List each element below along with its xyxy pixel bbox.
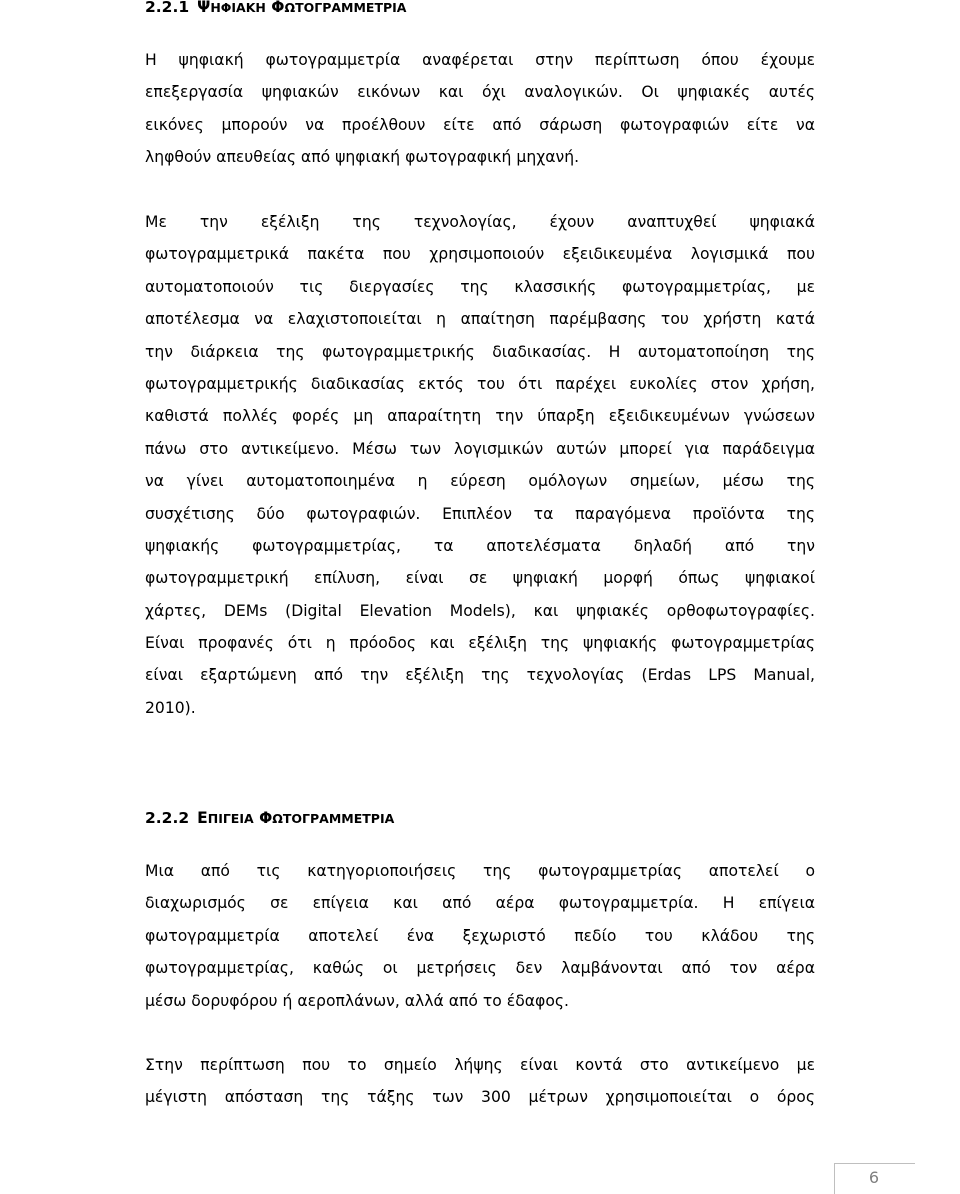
text-line: καθιστά πολλές φορές μη απαραίτητη την ύπαρξη εξειδικευμένων γνώσεων bbox=[145, 407, 815, 426]
heading-initial: Ε bbox=[197, 809, 208, 827]
text-line: πάνω στο αντικείμενο. Μέσω των λογισμικών αυτών μπορεί για παράδειγμα bbox=[145, 439, 815, 458]
heading-initial: Ψ bbox=[197, 0, 211, 16]
section-heading-2-2-2 bbox=[145, 808, 394, 829]
text-line: Με την εξέλιξη της τεχνολογίας, έχουν αναπτυχθεί ψηφιακά bbox=[145, 213, 815, 231]
paragraph-technology-evolution bbox=[145, 206, 815, 724]
text-line: φωτογραμμετρία αποτελεί ένα ξεχωριστό πεδίο του κλάδου της bbox=[145, 926, 815, 945]
text-line: μέγιστη απόσταση της τάξης των 300 μέτρων χρησιμοποιείται ο όρος bbox=[145, 1088, 815, 1107]
text-line: χάρτες, DEMs (Digital Elevation Models), και ψηφιακές ορθοφωτογραφίες. bbox=[145, 601, 815, 620]
heading-initial: Φ bbox=[259, 809, 273, 827]
heading-initial: Φ bbox=[271, 0, 285, 16]
text-line: φωτογραμμετρική επίλυση, είναι σε ψηφιακή μορφή όπως ψηφιακοί bbox=[145, 569, 815, 588]
text-line: μέσω δορυφόρου ή αεροπλάνων, αλλά από το έδαφος. bbox=[145, 991, 569, 1010]
text-line: φωτογραμμετρικής διαδικασίας εκτός του ότι παρέχει ευκολίες στον χρήση, bbox=[145, 374, 815, 393]
text-line: ληφθούν απευθείας από ψηφιακή φωτογραφική μηχανή. bbox=[145, 148, 580, 167]
text-line: φωτογραμμετρικά πακέτα που χρησιμοποιούν εξειδικευμένα λογισμικά που bbox=[145, 245, 815, 264]
text-line: 2010). bbox=[145, 698, 196, 717]
text-line: Η ψηφιακή φωτογραμμετρία αναφέρεται στην περίπτωση όπου έχουμε bbox=[145, 51, 815, 69]
section-number: 2.2.2 bbox=[145, 809, 190, 827]
text-line: συσχέτισης δύο φωτογραφιών. Επιπλέον τα παραγόμενα προϊόντα της bbox=[145, 504, 815, 523]
heading-rest: ΩΤΟΓΡΑΜΜΕΤΡΙΑ bbox=[284, 0, 407, 15]
page-number: 6 bbox=[868, 1168, 880, 1187]
heading-rest: ΗΦΙΑΚΗ bbox=[210, 0, 266, 15]
section-number: 2.2.1 bbox=[145, 0, 190, 16]
text-line: Είναι προφανές ότι η πρόοδος και εξέλιξη της ψηφιακής φωτογραμμετρίας bbox=[145, 634, 815, 653]
text-line: ψηφιακής φωτογραμμετρίας, τα αποτελέσματα δηλαδή από την bbox=[145, 536, 815, 555]
text-line: επεξεργασία ψηφιακών εικόνων και όχι αναλογικών. Οι ψηφιακές αυτές bbox=[145, 83, 815, 102]
section-heading-2-2-1 bbox=[145, 0, 406, 18]
text-line: αυτοματοποιούν τις διεργασίες της κλασσικής φωτογραμμετρίας, με bbox=[145, 277, 815, 296]
text-line: την διάρκεια της φωτογραμμετρικής διαδικασίας. Η αυτοματοποίηση της bbox=[145, 342, 815, 361]
text-line: είναι εξαρτώμενη από την εξέλιξη της τεχνολογίας (Erdas LPS Manual, bbox=[145, 666, 815, 685]
text-line: εικόνες μπορούν να προέλθουν είτε από σάρωση φωτογραφιών είτε να bbox=[145, 115, 815, 134]
paragraph-digital-photogrammetry-intro bbox=[145, 44, 815, 174]
text-line: αποτέλεσμα να ελαχιστοποιείται η απαίτηση παρέμβασης του χρήστη κατά bbox=[145, 310, 815, 329]
heading-rest: ΠΙΓΕΙΑ bbox=[207, 811, 254, 826]
text-line: να γίνει αυτοματοποιημένα η εύρεση ομόλογων σημείων, μέσω της bbox=[145, 472, 815, 491]
text-line: Μια από τις κατηγοριοποιήσεις της φωτογραμμετρίας αποτελεί ο bbox=[145, 862, 815, 880]
text-line: φωτογραμμετρίας, καθώς οι μετρήσεις δεν λαμβάνονται από τον αέρα bbox=[145, 959, 815, 978]
text-line: Στην περίπτωση που το σημείο λήψης είναι κοντά στο αντικείμενο με bbox=[145, 1056, 815, 1074]
heading-rest: ΩΤΟΓΡΑΜΜΕΤΡΙΑ bbox=[272, 811, 395, 826]
paragraph-close-range bbox=[145, 1049, 815, 1114]
paragraph-terrestrial-photogrammetry bbox=[145, 855, 815, 1017]
text-line: διαχωρισμός σε επίγεια και από αέρα φωτογραμμετρία. Η επίγεια bbox=[145, 894, 815, 913]
